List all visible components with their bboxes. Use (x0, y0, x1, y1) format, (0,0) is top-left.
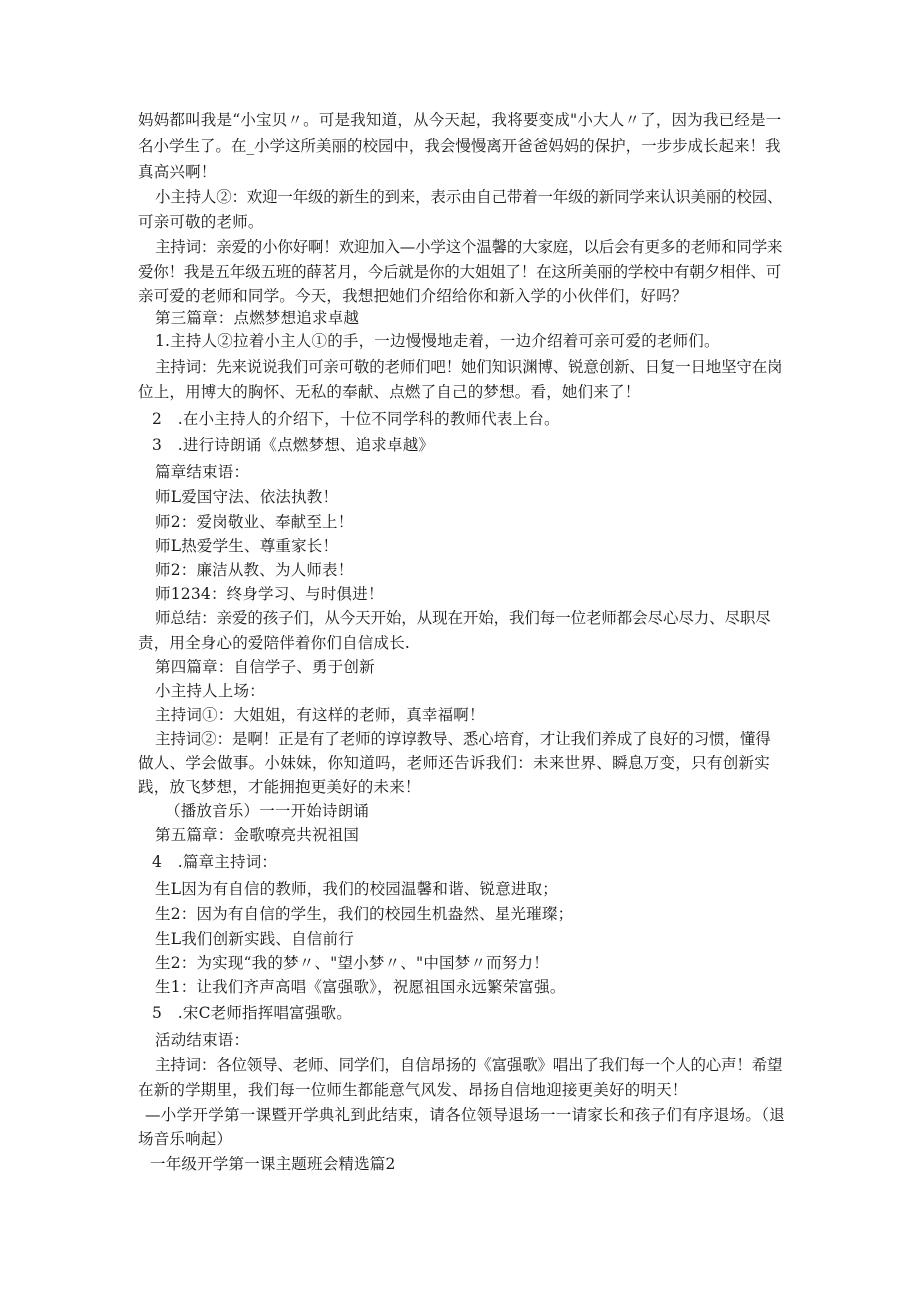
section-heading: 第三篇章：点燃梦想追求卓越 (155, 309, 360, 327)
text-line: 师L爱国守法、依法执教！ (155, 488, 339, 506)
text-line: 生2：因为有自信的学生，我们的校园生机盎然、星光璀璨； (155, 905, 574, 923)
section-heading: 第五篇章：金歌嘹亮共祝祖国 (155, 826, 360, 844)
text-line: （播放音乐）一一开始诗朗诵 (165, 802, 370, 820)
text-line: 小主持人②：欢迎一年级的新生的到来，表示由自己带着一年级的新同学来认识美丽的校园、 (155, 188, 783, 206)
text-line: 妈妈都叫我是“小宝贝〃。可是我知道，从今天起，我将要变成"小大人〃了，因为我已经是一 (138, 111, 782, 129)
text-line: 践，放飞梦想，才能拥抱更美好的未来！ (138, 778, 421, 796)
text-line: 责，用全身心的爱陪伴着你们自信成长. (138, 634, 411, 652)
list-item: 5 .宋C老师指挥唱富强歌。 (152, 1004, 352, 1022)
text-line: 生L我们创新实践、自信前行 (155, 930, 354, 948)
text-line: 名小学生了。在_小学这所美丽的校园中，我会慢慢离开爸爸妈妈的保护，一步步成长起来！我 (138, 137, 781, 155)
text-line: 爱你！我是五年级五班的薛茗月，今后就是你的大姐姐了！在这所美丽的学校中有朝夕相伴、可 (138, 263, 782, 281)
text-line: 师1234：终身学习、与时俱进！ (155, 585, 384, 603)
text-line: 主持词：各位领导、老师、同学们，自信昂扬的《富强歌》唱出了我们每一个人的心声！希望 (155, 1056, 783, 1074)
text-line: 做人、学会做事。小妹妹，你知道吗，老师还告诉我们：未来世界、瞬息万变，只有创新实 (138, 754, 771, 772)
text-line: 主持词：先来说说我们可亲可敬的老师们吧！她们知识渊博、锐意创新、日复一日地坚守在岗 (155, 358, 783, 376)
section-heading: 一年级开学第一课主题班会精选篇2 (150, 1155, 396, 1173)
text-line: 位上，用博大的胸怀、无私的奉献、点燃了自己的梦想。看，她们来了！ (138, 383, 641, 401)
text-line: 师2：廉洁从教、为人师表！ (155, 561, 354, 579)
text-line: 1.主持人②拉着小主人①的手，一边慢慢地走着，一边介绍着可亲可爱的老师们。 (155, 332, 720, 350)
list-item: 2 .在小主持人的介绍下，十位不同学科的教师代表上台。 (152, 410, 560, 428)
text-line: 生2：为实现“我的梦〃、"望小梦〃、"中国梦〃而努力！ (155, 954, 549, 972)
text-line: 小主持人上场： (155, 682, 265, 700)
text-line: 师总结：亲爱的孩子们，从今天开始，从现在开始，我们每一位老师都会尽心尽力、尽职尽 (155, 609, 771, 627)
text-line: 真高兴啊！ (138, 163, 217, 181)
text-line: 篇章结束语： (155, 463, 250, 481)
text-line: 主持词②：是啊！正是有了老师的谆谆教导、悉心培育，才让我们养成了良好的习惯，懂得 (155, 730, 771, 748)
text-line: 活动结束语： (155, 1031, 250, 1049)
text-line: 生1：让我们齐声高唱《富强歌》，祝愿祖国永远繁荣富强。 (155, 978, 566, 996)
text-line: 主持词：亲爱的小你好啊！欢迎加入—小学这个温馨的大家庭，以后会有更多的老师和同学来 (155, 238, 783, 256)
list-item: 4 .篇章主持词： (152, 853, 278, 871)
list-item: 3 .进行诗朗诵《点燃梦想、追求卓越》 (152, 436, 435, 454)
text-line: —小学开学第一课暨开学典礼到此结束，请各位领导退场一一请家长和孩子们有序退场。（退 (145, 1106, 786, 1124)
text-line: 可亲可敬的老师。 (138, 213, 264, 231)
text-line: 亲可爱的老师和同学。今天，我想把她们介绍给你和新入学的小伙伴们，好吗？ (138, 287, 688, 305)
text-line: 在新的学期里，我们每一位师生都能意气风发、昂扬自信地迎接更美好的明天！ (138, 1081, 688, 1099)
text-line: 师2：爱岗敬业、奉献至上！ (155, 513, 354, 531)
text-line: 主持词①：大姐姐，有这样的老师，真幸福啊！ (155, 706, 485, 724)
text-line: 场音乐响起） (138, 1130, 233, 1148)
section-heading: 第四篇章：自信学子、勇于创新 (155, 658, 375, 676)
text-line: 师L热爱学生、尊重家长！ (155, 537, 339, 555)
text-line: 生L因为有自信的教师，我们的校园温馨和谐、锐意进取； (155, 880, 558, 898)
